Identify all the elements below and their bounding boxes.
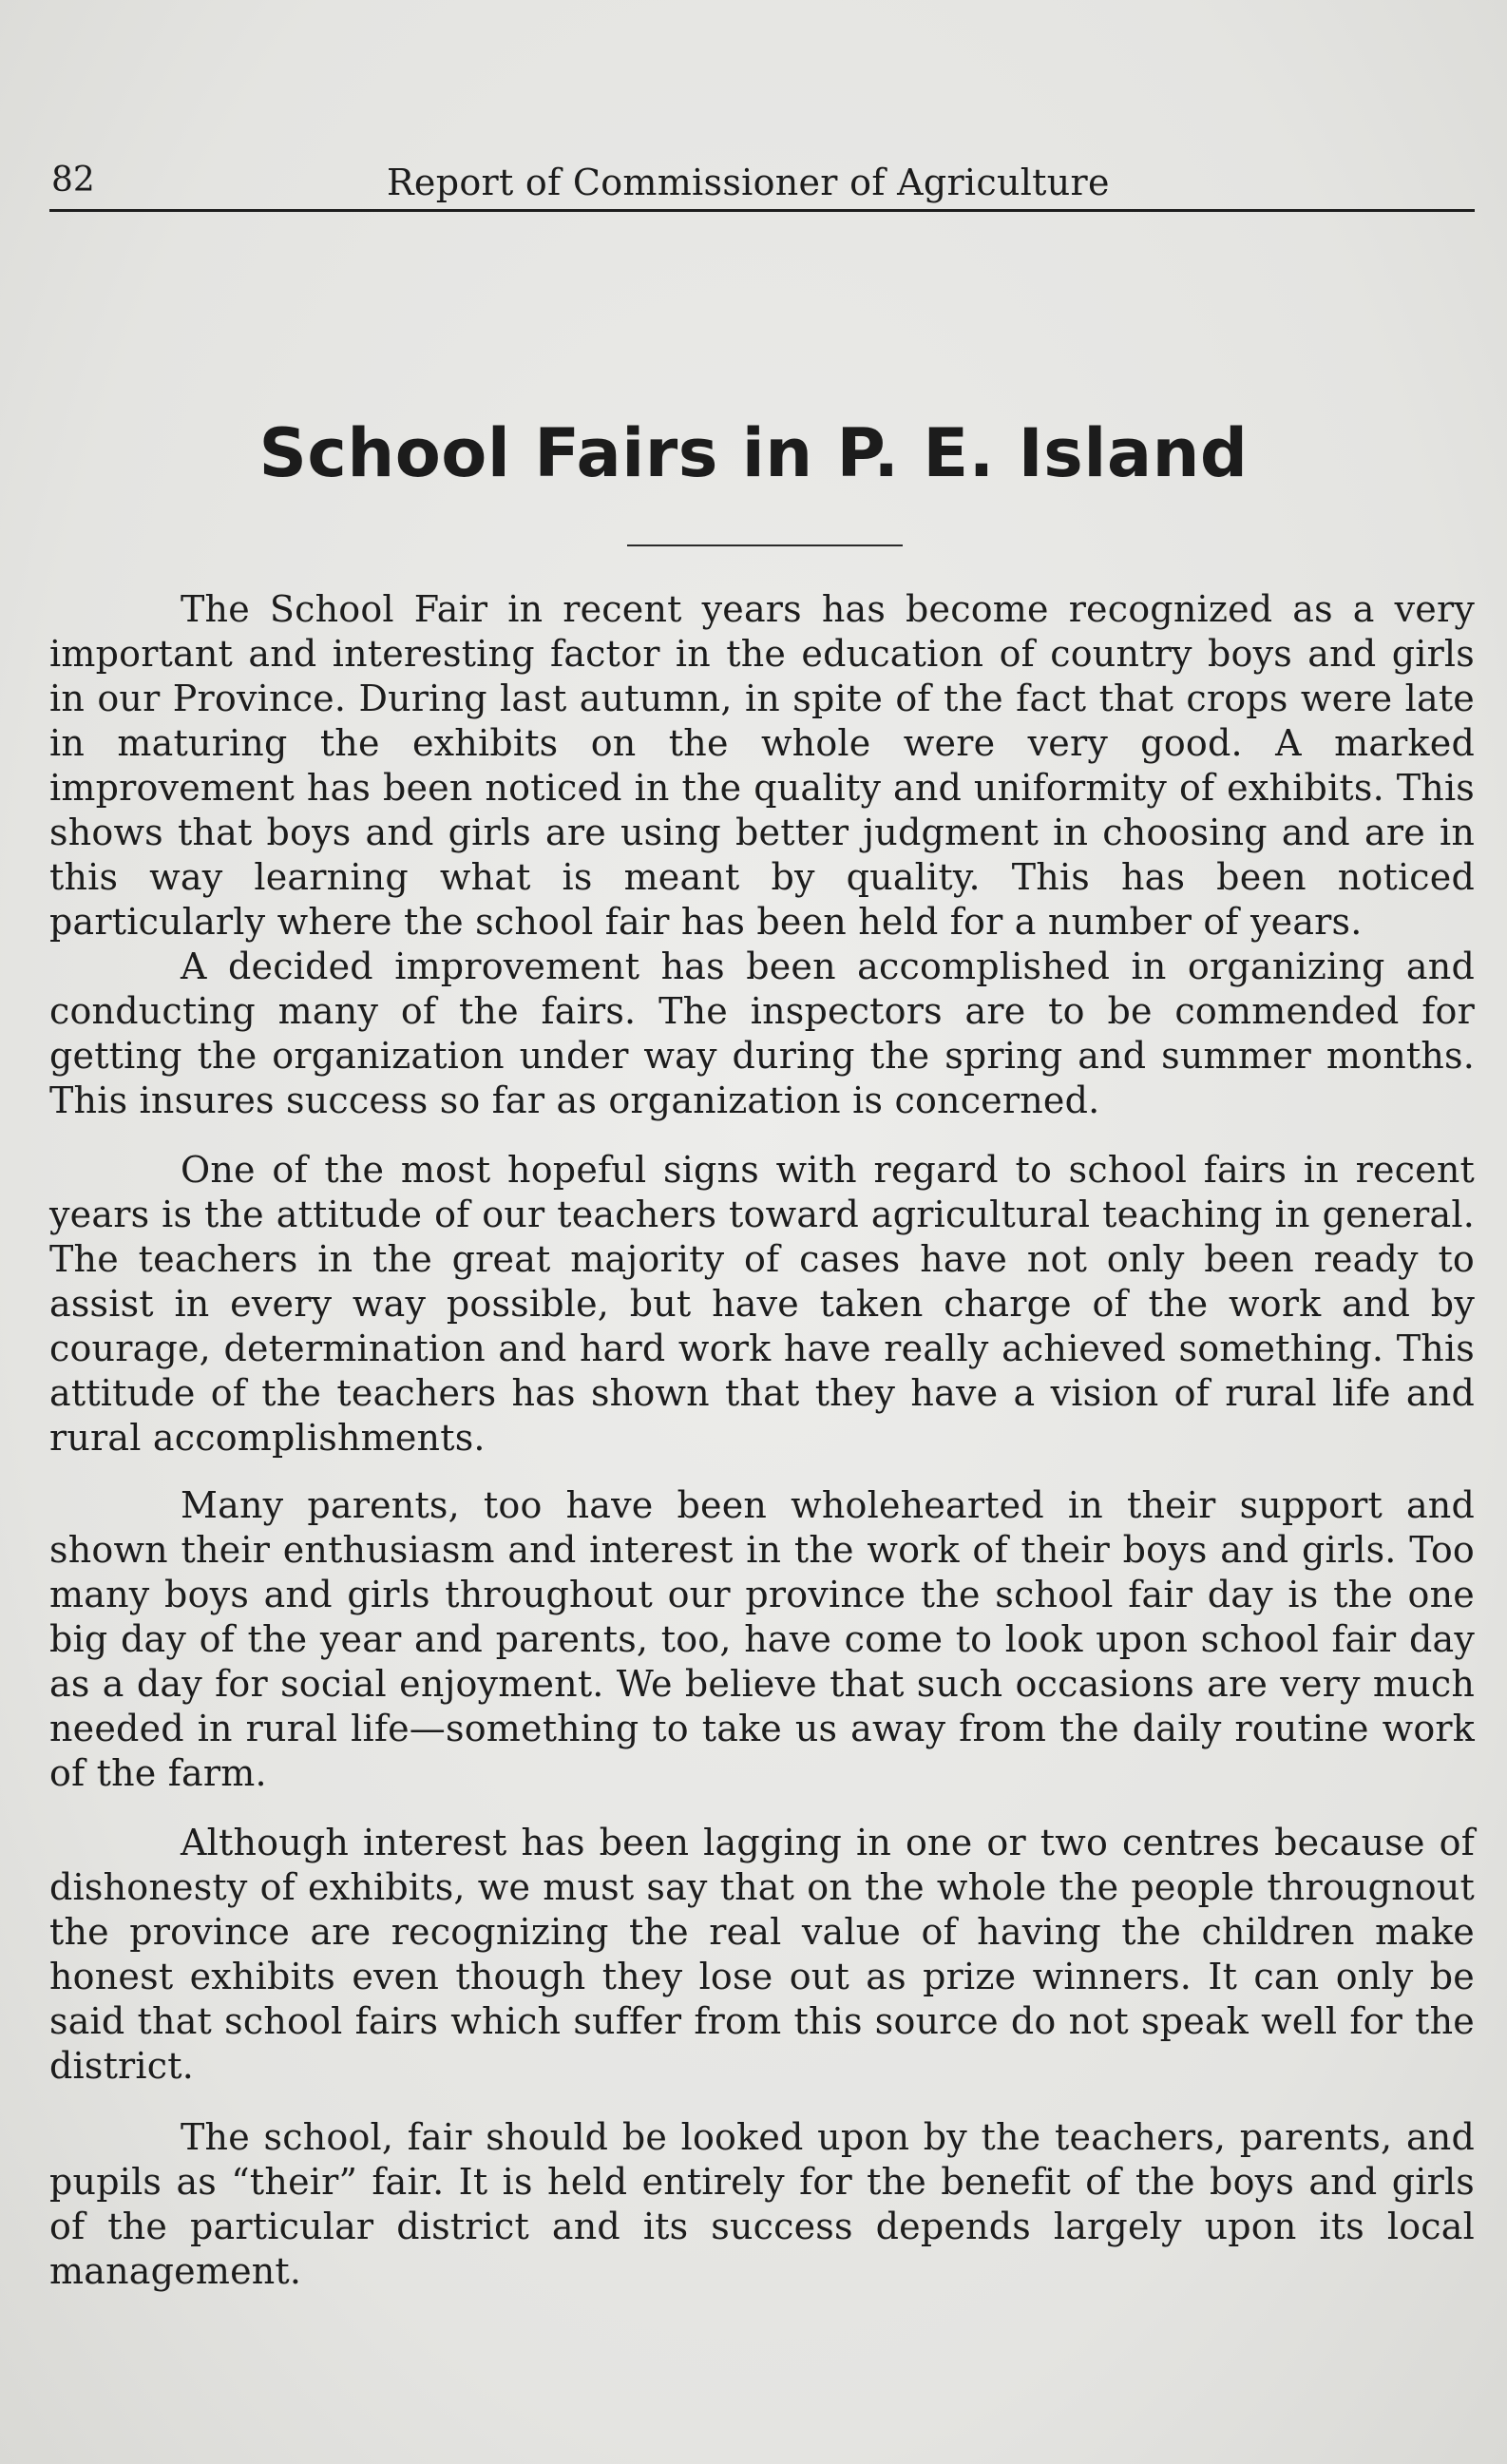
article-title: School Fairs in P. E. Island xyxy=(258,414,1249,492)
paragraph: The school, fair should be looked upon by the teachers, parents, and pupils as “their” fair. It is held entirely for the benefit of the boys and girls of the particular district and its success depends largely upon its local management. xyxy=(49,2116,1475,2292)
article-body xyxy=(49,587,1475,2294)
paragraph: Many parents, too have been wholehearted in their support and shown their enthusiasm and interest in the work of their boys and girls. Too many boys and girls throughout our province the school fair day is the one big day of the year and parents, too, have come to look upon school fair day as a day for social enjoyment. We believe that such occasions are very much needed in rural life—something to take us away from the daily routine work of the farm. xyxy=(49,1484,1475,1794)
paragraph: One of the most hopeful signs with regard to school fairs in recent years is the attitude of our teachers toward agricultural teaching in general. The teachers in the great majority of cases have not only been ready to assist in every way possible, but have taken charge of the work and by courage, determination and hard work have really achieved something. This attitude of the teachers has shown that they have a vision of rural life and rural accomplishments. xyxy=(49,1149,1475,1459)
paragraph: A decided improvement has been accomplished in organizing and conducting many of the fairs. The inspectors are to be commended for getting the organization under way during the spring and summer months. This insures success so far as organization is concerned. xyxy=(49,945,1475,1121)
running-header xyxy=(49,160,1475,212)
running-title: Report of Commissioner of Agriculture xyxy=(387,162,1110,203)
title-divider xyxy=(627,544,903,546)
paragraph: Although interest has been lagging in one or two centres because of dishonesty of exhibits, we must say that on the whole the people througnout the province are recognizing the real value of having the children make honest exhibits even though they lose out as prize winners. It can only be said that school fairs which suffer from this source do not speak well for the district. xyxy=(49,1822,1475,2087)
paragraph: The School Fair in recent years has become recognized as a very important and interesting factor in the education of country boys and girls in our Province. During last autumn, in spite of the fact that crops were late in maturing the exhibits on the whole were very good. A marked improvement has been noticed in the quality and uniformity of exhibits. This shows that boys and girls are using better judgment in choosing and are in this way learning what is meant by quality. This has been noticed particularly where the school fair has been held for a number of years. xyxy=(49,588,1475,943)
page-number: 82 xyxy=(51,161,95,200)
